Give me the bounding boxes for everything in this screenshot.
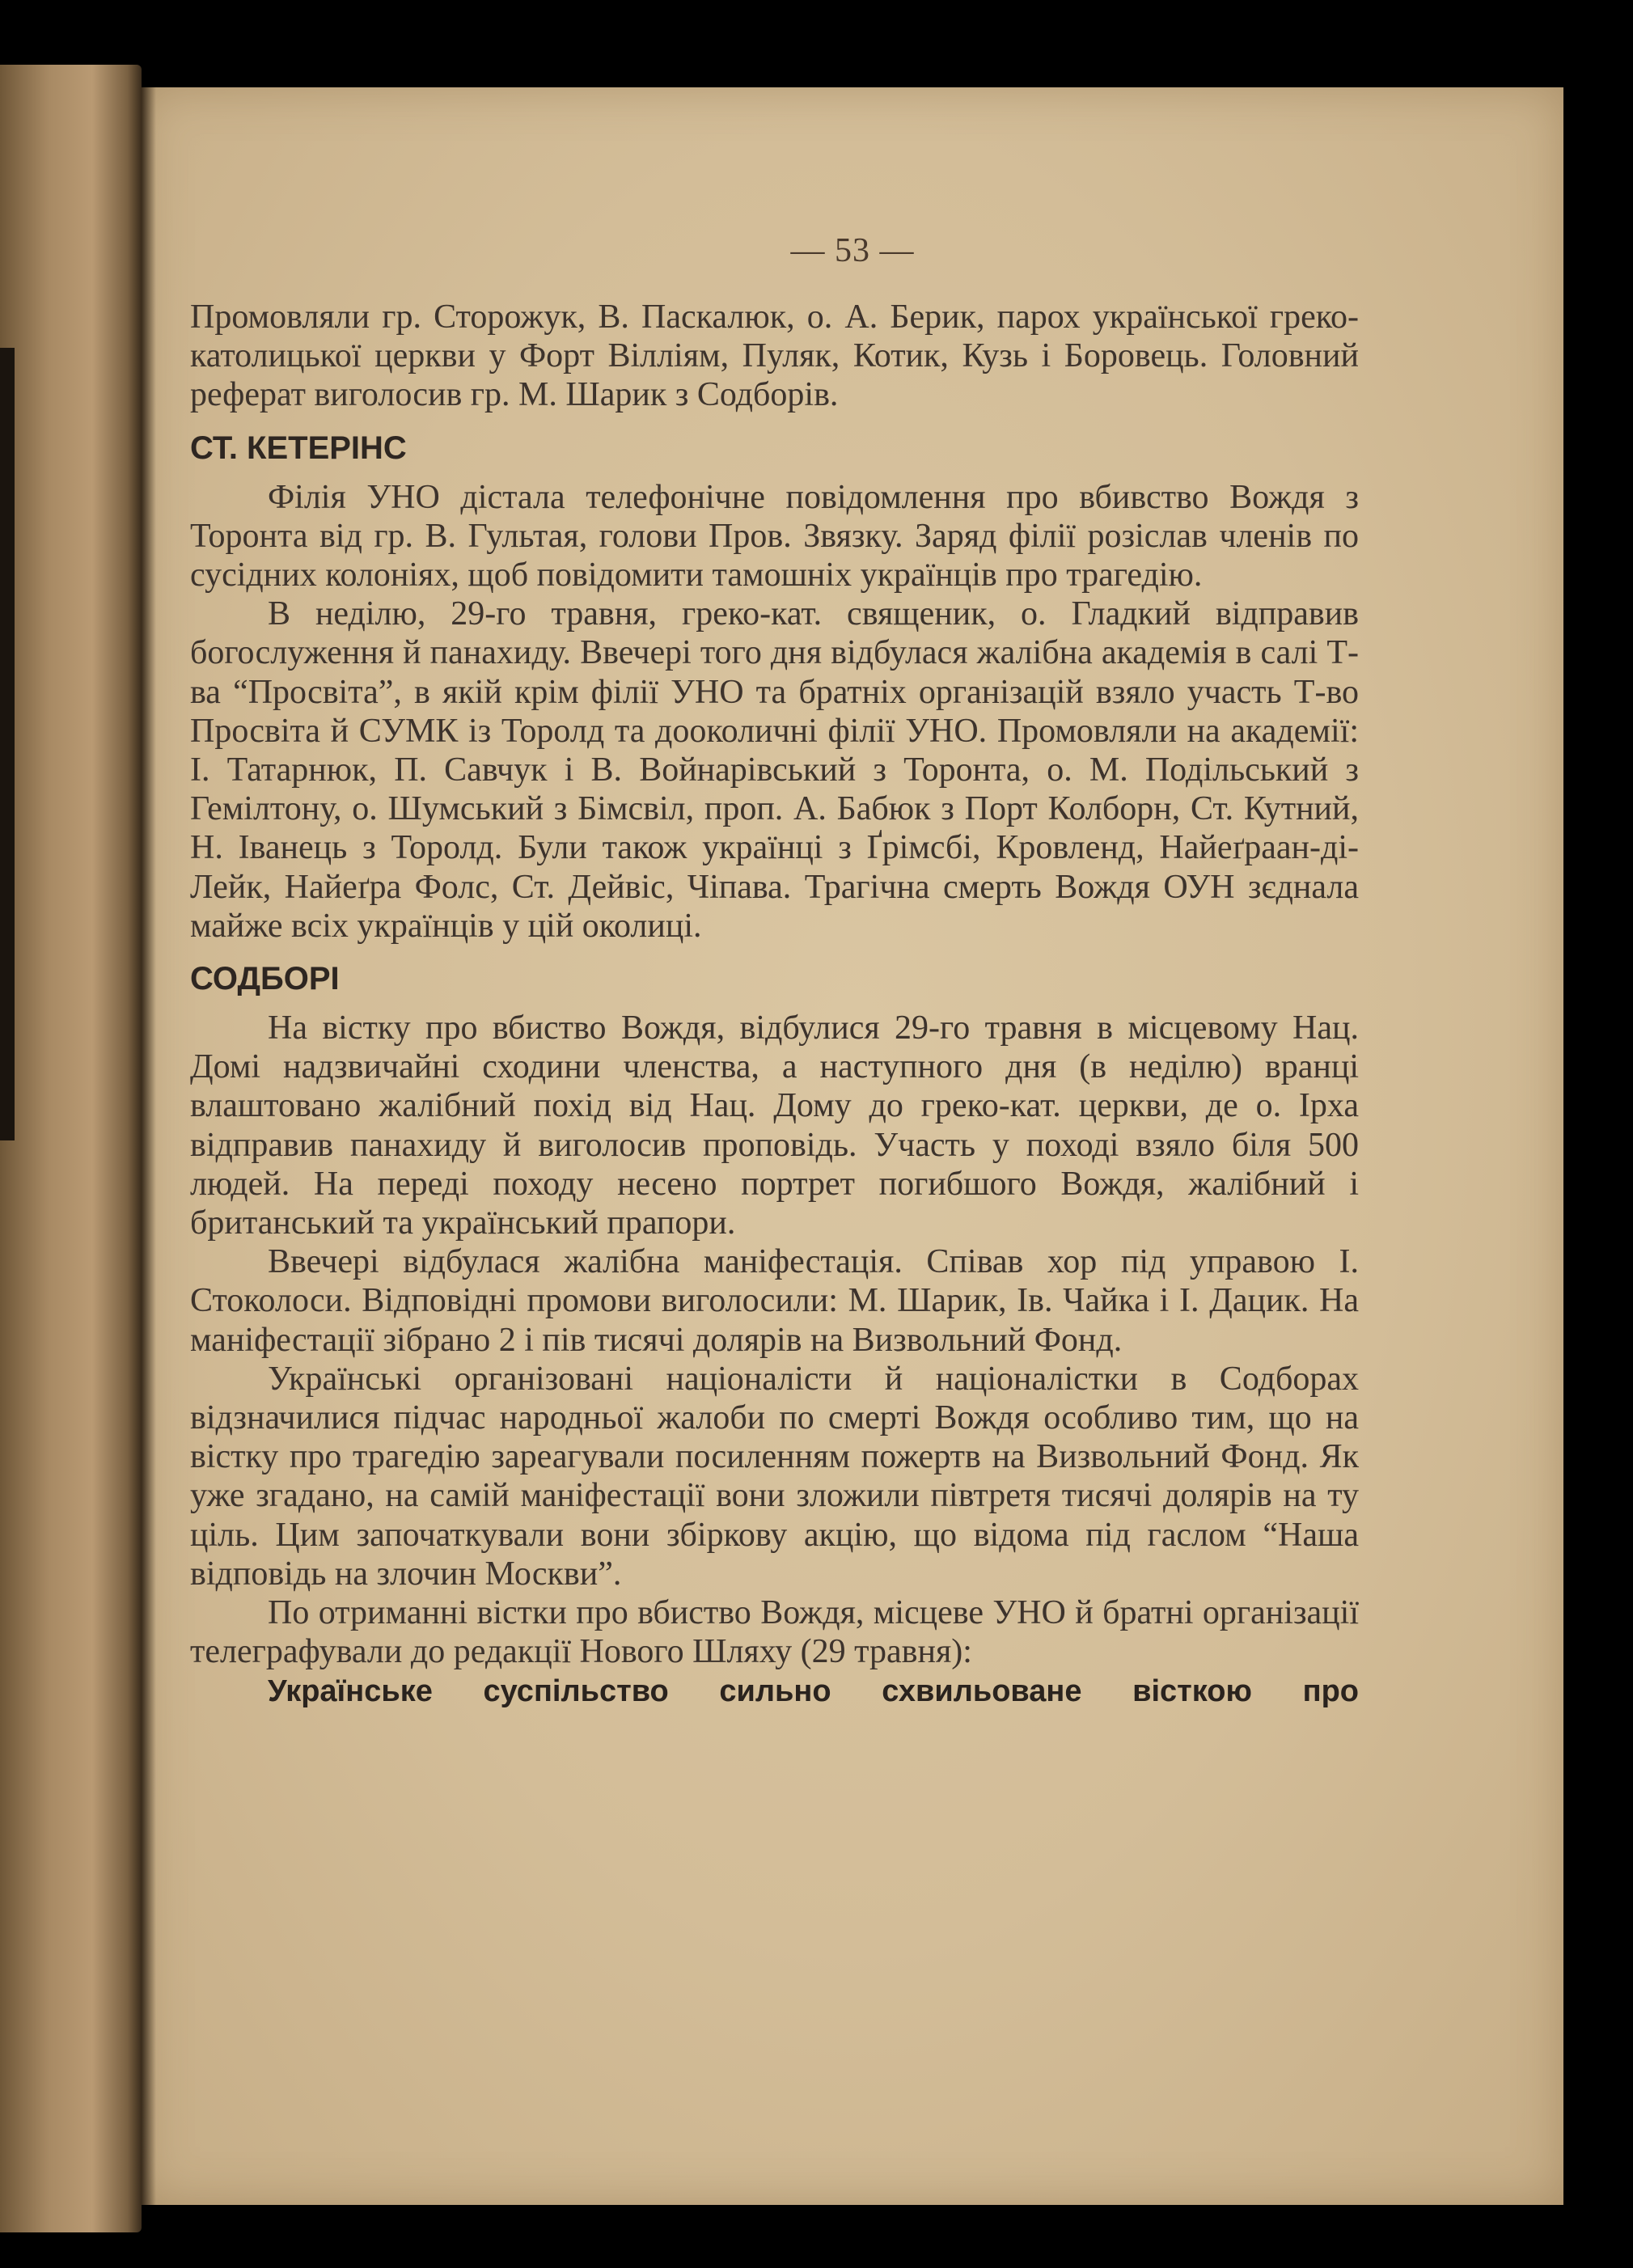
page-gutter	[142, 87, 156, 2205]
book-page	[142, 87, 1563, 2205]
section-heading-sudbury: СОДБОРІ	[190, 961, 340, 997]
page-number: — 53 —	[790, 232, 915, 269]
section-heading-st-catharines: СТ. КЕТЕРІНС	[190, 429, 407, 466]
facing-page-shadow	[0, 348, 15, 1140]
paragraph: На вістку про вбиство Вождя, відбулися 29-го травня в місцевому Нац. Домі надзвичайні сходини членства, а наступного дня (в неділю) вранці влаштовано жалібний похід від Нац. Дому до греко-кат. церкви, де о. Ірха відправив панахиду й виголосив проповідь. Участь у поході взяло біля 500 людей. На переді походу несено портрет погибшого Вождя, жалібний і британський та український прапори.	[190, 1009, 1359, 1242]
paragraph: Ввечері відбулася жалібна маніфестація. Співав хор під управою І. Стоколоси. Відповідні промови виголосили: М. Шарик, Ів. Чайка і І. Дацик. На маніфестації зібрано 2 і пів тисячі долярів на Визвольний Фонд.	[190, 1243, 1359, 1359]
paragraph: По отриманні вістки про вбиство Вождя, місцеве УНО й братні організації телеграфували до редакції Нового Шляху (29 травня):	[190, 1594, 1359, 1671]
paragraph: В неділю, 29-го травня, греко-кат. священик, о. Гладкий відправив богослуження й панахиду. Ввечері того дня відбулася жалібна академія в салі Т-ва “Просвіта”, в якій крім філії УНО та братніх організацій взяло участь Т-во Просвіта й СУМК із Торолд та дооколичні філії УНО. Промовляли на академії: І. Татарнюк, П. Савчук і В. Войнарівський з Торонта, о. М. Подільський з Гемілтону, о. Шумський з Бімсвіл, проп. А. Бабюк з Порт Колборн, Ст. Кутний, Н. Іванець з Торолд. Були також українці з Ґрімсбі, Кровленд, Найеґраан-ді-Лейк, Найеґра Фолс, Ст. Дейвіс, Чіпава. Трагічна смерть Вождя ОУН зєднала майже всіх українців у цій околиці.	[190, 595, 1359, 945]
paragraph: Філія УНО дістала телефонічне повідомлення про вбивство Вождя з Торонта від гр. В. Гультая, голови Пров. Звязку. Заряд філії розіслав членів по сусідних колоніях, щоб повідомити тамошніх українців про трагедію.	[190, 478, 1359, 595]
telegram-bold-line: Українське суспільство сильно схвильоване вісткою про	[268, 1673, 1359, 1708]
paragraph: Українські організовані націоналісти й націоналістки в Содборах відзначилися підчас народньої жалоби по смерті Вождя особливо тим, що на вістку про трагедію зареагували посиленням пожертв на Визвольний Фонд. Як уже згадано, на самій маніфестації вони зложили півтретя тисячі долярів на ту ціль. Цим започаткували вони збіркову акцію, що відома під гаслом “Наша відповідь на злочин Москви”.	[190, 1360, 1359, 1593]
opening-paragraph: Промовляли гр. Сторожук, В. Паскалюк, о. А. Берик, парох української греко-католицької церкви у Форт Вілліям, Пуляк, Котик, Кузь і Боровець. Головний реферат виголосив гр. М. Шарик з Содборів.	[190, 298, 1359, 414]
facing-page-edge	[0, 65, 142, 2232]
page-body	[190, 298, 1359, 1711]
